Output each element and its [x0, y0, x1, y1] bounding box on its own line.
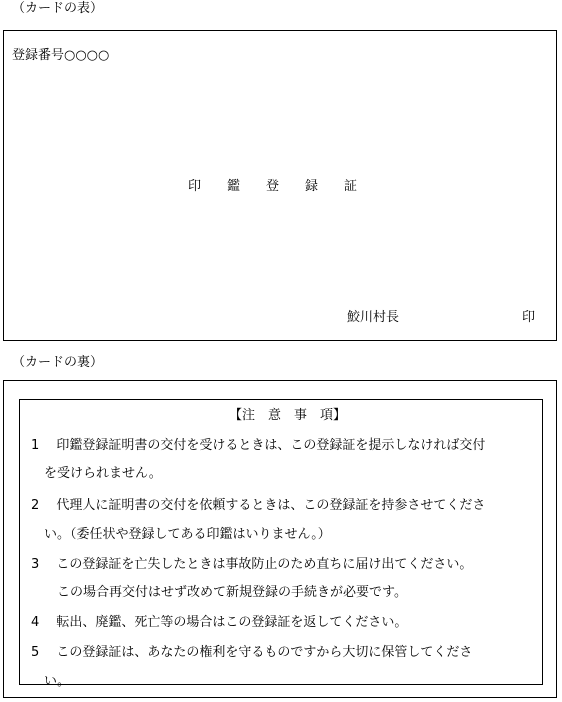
card-front — [3, 30, 557, 341]
notice-item-4-line-1: 4 転出、廃鑑、死亡等の場合はこの登録証を返してください。 — [31, 615, 408, 630]
notice-item-1-line-1: 1 印鑑登録証明書の交付を受けるときは、この登録証を提示しなければ交付 — [31, 438, 486, 453]
mayor-signature: 鮫川村長 — [347, 310, 400, 325]
notice-heading: 【注 意 事 項】 — [225, 408, 350, 424]
notice-item-5-line-1: 5 この登録証は、あなたの権利を守るものですから大切に保管してくださ — [31, 645, 473, 660]
card-back — [3, 380, 557, 698]
card-title: 印 鑑 登 録 証 — [188, 179, 358, 194]
notice-item-2-line-1: 2 代理人に証明書の交付を依頼するときは、この登録証を持参させてくださ — [31, 498, 486, 513]
registration-number: 登録番号○○○○ — [12, 48, 110, 63]
notice-box — [19, 399, 543, 689]
front-caption: （カードの表） — [12, 1, 104, 16]
notice-item-5-line-2: い。 — [31, 674, 71, 689]
notice-item-1-line-2: を受けられません。 — [31, 466, 162, 481]
notice-item-3-line-1: 3 この登録証を亡失したときは事故防止のため直ちに届け出てください。 — [31, 557, 473, 572]
back-caption: （カードの裏） — [12, 355, 104, 370]
notice-item-3-line-2: この場合再交付はせず改めて新規登録の手続きが必要です。 — [31, 585, 407, 600]
notice-item-2-line-2: い。（委任状や登録してある印鑑はいりません。） — [31, 527, 331, 542]
seal-mark: 印 — [522, 310, 536, 325]
